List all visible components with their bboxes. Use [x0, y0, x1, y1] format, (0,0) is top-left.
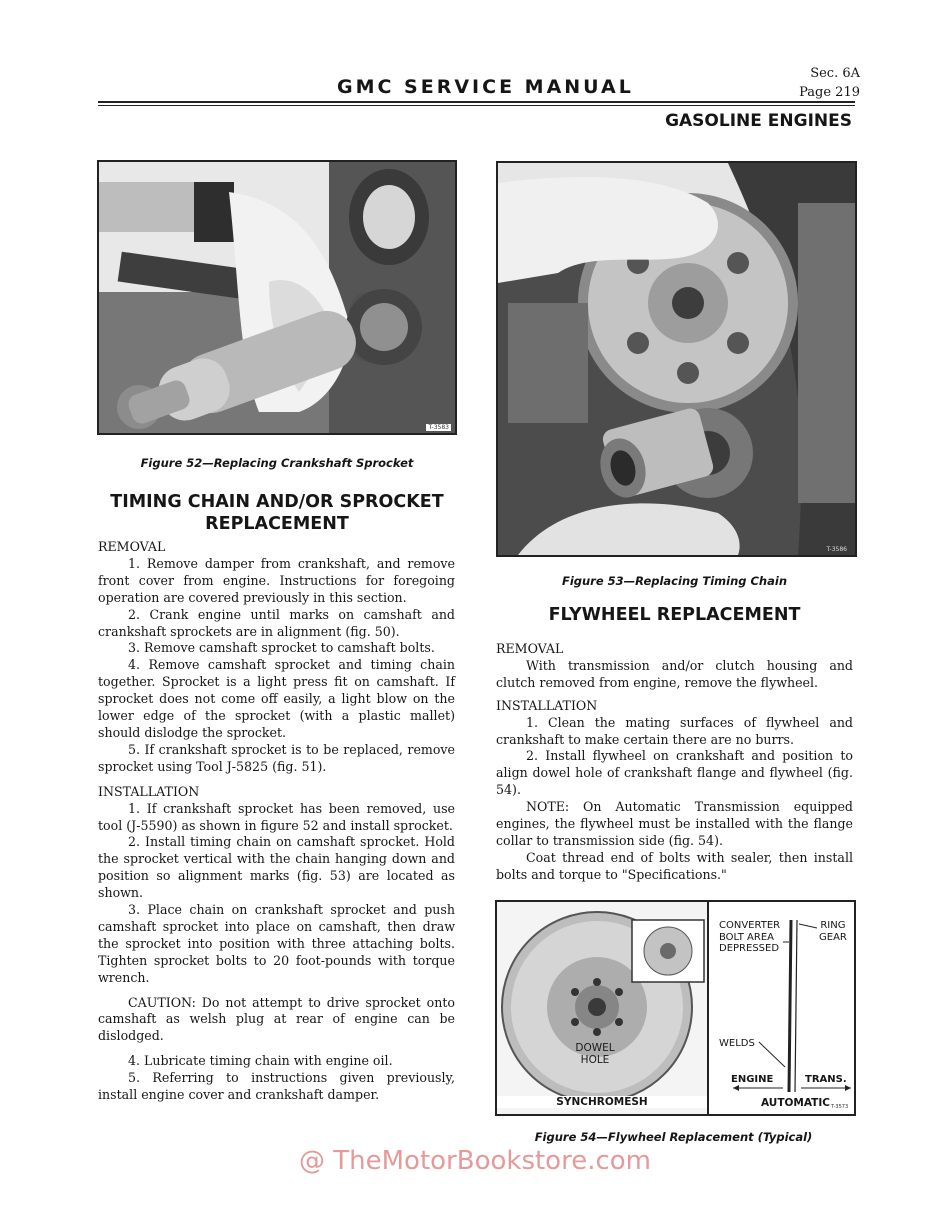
- figure-52-caption: Figure 52—Replacing Crankshaft Sprocket: [140, 456, 414, 470]
- removal-step-4: 4. Remove camshaft sprocket and timing chain together. Sprocket is a light press fit on camshaft. If sprocket does not come off easily, a light blow on the lower edge of the sprocket (with a plastic mallet) should dislodge the sprocket.: [98, 657, 455, 740]
- hole-label: HOLE: [580, 1054, 610, 1066]
- engine-label: ENGINE: [731, 1074, 774, 1085]
- install-step-5: 5. Referring to instructions given previously, install engine cover and crankshaft damper.: [98, 1070, 455, 1103]
- figure-54-tag: T-3573: [831, 1104, 849, 1110]
- figure-54-caption: Figure 54—Flywheel Replacement (Typical): [534, 1130, 813, 1144]
- install-step-3: 3. Place chain on crankshaft sprocket and push camshaft sprocket into place on camshaft, then draw the sprocket into position with three attaching bolts. Tighten sprocket bolts to 20 foot-pounds with torque wrench.: [98, 902, 455, 985]
- timing-chain-body: [98, 539, 455, 1104]
- removal-step-5: 5. If crankshaft sprocket is to be replaced, remove sprocket using Tool J-5825 (fig. 51).: [98, 741, 455, 774]
- flywheel-coat-instruction: Coat thread end of bolts with sealer, then install bolts and torque to "Specifications.": [496, 849, 853, 882]
- header-rule-thin: [98, 105, 855, 106]
- caution-note: CAUTION: Do not attempt to drive sprocket onto camshaft as welsh plug at rear of engine can be dislodged.: [98, 994, 455, 1044]
- flywheel-install-step-2: 2. Install flywheel on crankshaft and position to align dowel hole of crankshaft flange and flywheel (fig. 54).: [496, 748, 853, 798]
- section-number: Sec. 6A: [810, 66, 860, 81]
- figure-52-photo: [97, 160, 457, 435]
- watermark: @ TheMotorBookstore.com: [298, 1146, 651, 1176]
- converter-label-line-2: BOLT AREA: [719, 931, 774, 943]
- install-step-1: 1. If crankshaft sprocket has been removed, use tool (J-5590) as shown in figure 52 and install sprocket.: [98, 800, 455, 833]
- installation-label: INSTALLATION: [98, 783, 200, 799]
- heading-line-2: REPLACEMENT: [205, 514, 349, 534]
- welds-label: WELDS: [719, 1038, 755, 1049]
- gear-label: GEAR: [819, 931, 847, 943]
- synchromesh-panel: [497, 902, 709, 1114]
- flywheel-removal-text: With transmission and/or clutch housing and clutch removed from engine, remove the flywheel.: [496, 657, 853, 690]
- figure-52-tag: T-3583: [428, 424, 449, 431]
- converter-label-line-3: DEPRESSED: [719, 943, 780, 954]
- flywheel-heading: FLYWHEEL REPLACEMENT: [548, 605, 801, 625]
- removal-step-3: 3. Remove camshaft sprocket to camshaft bolts.: [128, 640, 435, 656]
- converter-label-line-1: CONVERTER: [719, 920, 781, 931]
- crankshaft-sprocket-illustration: [99, 162, 455, 433]
- manual-title: GMC SERVICE MANUAL: [337, 76, 634, 98]
- removal-step-1: 1. Remove damper from crankshaft, and remove front cover from engine. Instructions for foregoing operation are covered previously in this section.: [98, 555, 455, 605]
- removal-label: REMOVAL: [98, 539, 166, 554]
- figure-53-caption: Figure 53—Replacing Timing Chain: [561, 574, 788, 588]
- ring-label: RING: [820, 920, 846, 931]
- timing-chain-heading: [97, 491, 457, 535]
- synchromesh-label: SYNCHROMESH: [497, 1096, 707, 1108]
- automatic-label: AUTOMATIC: [761, 1097, 830, 1109]
- converter-label: [719, 920, 780, 955]
- install-step-2: 2. Install timing chain on camshaft sprocket. Hold the sprocket vertical with the chain hanging down and position so alignment marks (fig. 53) are located as shown.: [98, 834, 455, 901]
- ring-gear-label: [819, 920, 847, 943]
- dowel-hole-label: [569, 1042, 621, 1066]
- flywheel-body: [496, 641, 853, 884]
- dowel-label: DOWEL: [575, 1042, 615, 1054]
- flywheel-note: NOTE: On Automatic Transmission equipped engines, the flywheel must be installed with the flange collar to transmission side (fig. 54).: [496, 799, 853, 848]
- flywheel-install-step-1: 1. Clean the mating surfaces of flywheel and crankshaft to make certain there are no burrs.: [496, 714, 853, 747]
- trans-label: TRANS.: [805, 1074, 847, 1085]
- flywheel-removal-label: REMOVAL: [496, 641, 564, 656]
- flywheel-installation-label: INSTALLATION: [496, 697, 598, 713]
- figure-53-photo: [496, 161, 857, 557]
- figure-54-box: [495, 900, 856, 1116]
- heading-line-1: TIMING CHAIN AND/OR SPROCKET: [110, 492, 444, 512]
- automatic-panel: [709, 902, 854, 1114]
- removal-step-2: 2. Crank engine until marks on camshaft and crankshaft sprockets are in alignment (fig. 50).: [98, 606, 455, 639]
- flywheel-diagram: [497, 902, 707, 1114]
- figure-53-tag: T-3586: [826, 546, 847, 553]
- page-number: Page 219: [799, 85, 860, 100]
- timing-chain-illustration: [498, 163, 855, 555]
- section-title: GASOLINE ENGINES: [665, 111, 852, 131]
- install-step-4: 4. Lubricate timing chain with engine oil.: [128, 1053, 393, 1069]
- header-rule: [98, 101, 855, 103]
